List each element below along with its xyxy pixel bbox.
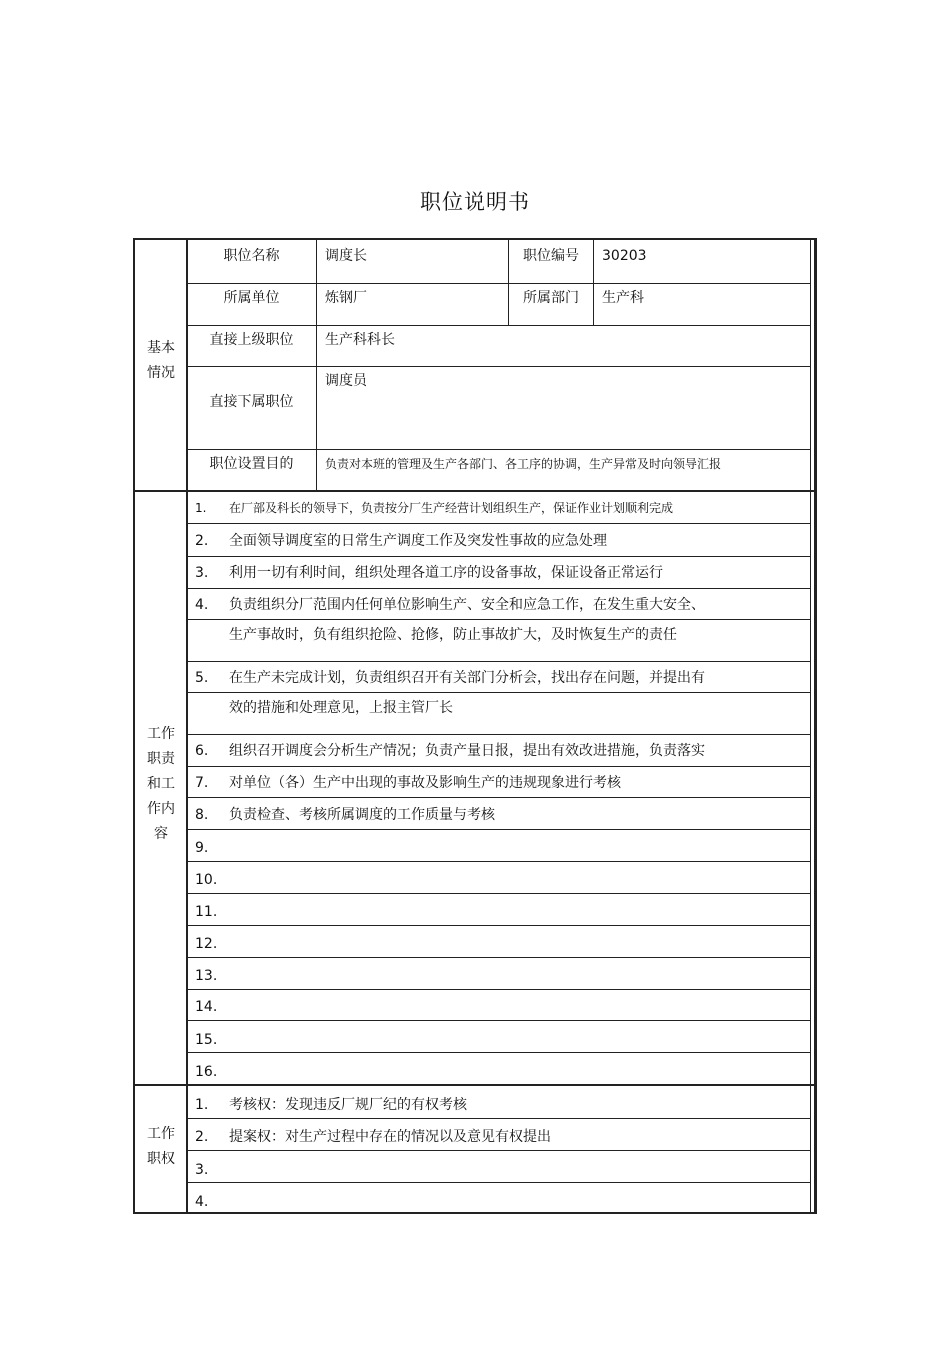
row-divider (187, 619, 810, 620)
row-divider (187, 1150, 810, 1151)
section-basic-info (137, 336, 185, 386)
row-divider (187, 893, 810, 894)
authority-item (195, 1160, 229, 1180)
section-duties-line: 和工 (147, 776, 175, 792)
row-divider (187, 797, 810, 798)
authority-number: 1. (195, 1097, 209, 1113)
section-duties-line: 职责 (147, 751, 175, 767)
duty-number: 13. (195, 968, 218, 984)
duty-text: 组织召开调度会分析生产情况；负责产量日报，提出有效改进措施，负责落实 (229, 743, 705, 759)
row-divider (187, 661, 810, 662)
duty-item (195, 531, 607, 551)
duty-item (195, 934, 229, 954)
authority-number: 2. (195, 1129, 209, 1145)
position-name-value: 调度长 (325, 248, 367, 264)
section-authority-line: 工作 (147, 1126, 175, 1142)
section-basic-line: 情况 (147, 365, 175, 381)
duty-item (195, 838, 229, 858)
duty-number: 2. (195, 533, 209, 549)
row-divider (187, 1182, 810, 1183)
row-divider (187, 325, 810, 326)
authority-item (195, 1095, 467, 1115)
row-divider (187, 588, 810, 589)
unit-label: 所属单位 (223, 290, 280, 306)
subordinate-value: 调度员 (325, 373, 367, 389)
section-duties (137, 722, 185, 847)
duty-item (195, 773, 621, 793)
duty-item (195, 902, 229, 922)
authority-text: 考核权：发现违反厂规厂纪的有权考核 (229, 1097, 467, 1113)
duty-item-continuation: 生产事故时，负有组织抢险、抢修，防止事故扩大，及时恢复生产的责任 (229, 627, 677, 643)
position-code-label: 职位编号 (523, 248, 579, 264)
duty-number: 5. (195, 670, 209, 686)
duty-item (195, 1030, 229, 1050)
row-divider (187, 925, 810, 926)
row-divider (187, 734, 810, 735)
section-duties-line: 容 (154, 826, 168, 842)
unit-value: 炼钢厂 (325, 290, 367, 306)
duty-item (195, 595, 705, 615)
duty-item (195, 741, 705, 761)
position-name-label: 职位名称 (223, 248, 280, 264)
duty-item (195, 997, 229, 1017)
authority-number: 4. (195, 1194, 209, 1210)
department-value: 生产科 (602, 290, 644, 306)
duty-number: 6. (195, 743, 209, 759)
duty-item (195, 966, 229, 986)
duty-text: 在生产未完成计划，负责组织召开有关部门分析会，找出存在问题，并提出有 (229, 670, 705, 686)
section-duties-line: 工作 (147, 726, 175, 742)
section-authority-line: 职权 (147, 1151, 175, 1167)
duty-number: 15. (195, 1032, 218, 1048)
row-divider (187, 1052, 810, 1053)
purpose-label: 职位设置目的 (209, 456, 294, 472)
duty-number: 8. (195, 807, 209, 823)
duty-number: 16. (195, 1064, 218, 1080)
duty-text: 利用一切有利时间，组织处理各道工序的设备事故，保证设备正常运行 (229, 565, 663, 581)
duty-number: 4. (195, 597, 209, 613)
duty-text: 负责组织分厂范围内任何单位影响生产、安全和应急工作，在发生重大安全、 (229, 597, 705, 613)
row-divider (187, 449, 810, 450)
left-column-divider (186, 240, 188, 1212)
section-authority (137, 1122, 185, 1172)
row-divider (187, 989, 810, 990)
inner-right-border (810, 240, 811, 1212)
row-divider (187, 283, 810, 284)
purpose-value: 负责对本班的管理及生产各部门、各工序的协调，生产异常及时向领导汇报 (325, 457, 722, 471)
position-code-value: 30203 (602, 248, 647, 264)
duty-item (195, 1062, 229, 1082)
row-divider (187, 861, 810, 862)
duty-item-continuation: 效的措施和处理意见，上报主管厂长 (229, 700, 453, 716)
duty-item (195, 498, 673, 518)
duty-text: 全面领导调度室的日常生产调度工作及突发性事故的应急处理 (229, 533, 607, 549)
job-description-table (133, 238, 817, 1214)
duty-number: 11. (195, 904, 218, 920)
duty-number: 12. (195, 936, 218, 952)
duty-number: 10. (195, 872, 218, 888)
duty-number: 9. (195, 840, 209, 856)
duty-item (195, 563, 663, 583)
value-column-divider (316, 240, 317, 490)
authority-text: 提案权：对生产过程中存在的情况以及意见有权提出 (229, 1129, 551, 1145)
document-title: 职位说明书 (420, 190, 530, 214)
row-divider (187, 1020, 810, 1021)
duty-text: 对单位（各）生产中出现的事故及影响生产的违规现象进行考核 (229, 775, 621, 791)
duty-item (195, 870, 229, 890)
department-label: 所属部门 (523, 290, 579, 306)
subordinate-label: 直接下属职位 (209, 394, 294, 410)
duty-number: 3. (195, 565, 209, 581)
row-divider (187, 366, 810, 367)
row-divider (187, 1118, 810, 1119)
duty-text: 负责检查、考核所属调度的工作质量与考核 (229, 807, 495, 823)
duty-number: 1. (195, 501, 207, 515)
section-duties-line: 作内 (147, 801, 175, 817)
row-divider (187, 957, 810, 958)
duty-number: 7. (195, 775, 209, 791)
duty-text: 在厂部及科长的领导下，负责按分厂生产经营计划组织生产，保证作业计划顺利完成 (229, 501, 674, 515)
superior-value: 生产科科长 (325, 332, 395, 348)
duty-number: 14. (195, 999, 218, 1015)
row-divider (187, 692, 810, 693)
duty-item (195, 805, 495, 825)
superior-label: 直接上级职位 (209, 332, 294, 348)
row-divider (187, 829, 810, 830)
section-divider (135, 1084, 815, 1086)
section-divider (135, 490, 815, 492)
row-divider (187, 523, 810, 524)
authority-number: 3. (195, 1162, 209, 1178)
row-divider (187, 556, 810, 557)
authority-item (195, 1127, 551, 1147)
authority-item (195, 1192, 229, 1212)
section-basic-line: 基本 (147, 340, 175, 356)
row-divider (187, 766, 810, 767)
duty-item (195, 668, 705, 688)
